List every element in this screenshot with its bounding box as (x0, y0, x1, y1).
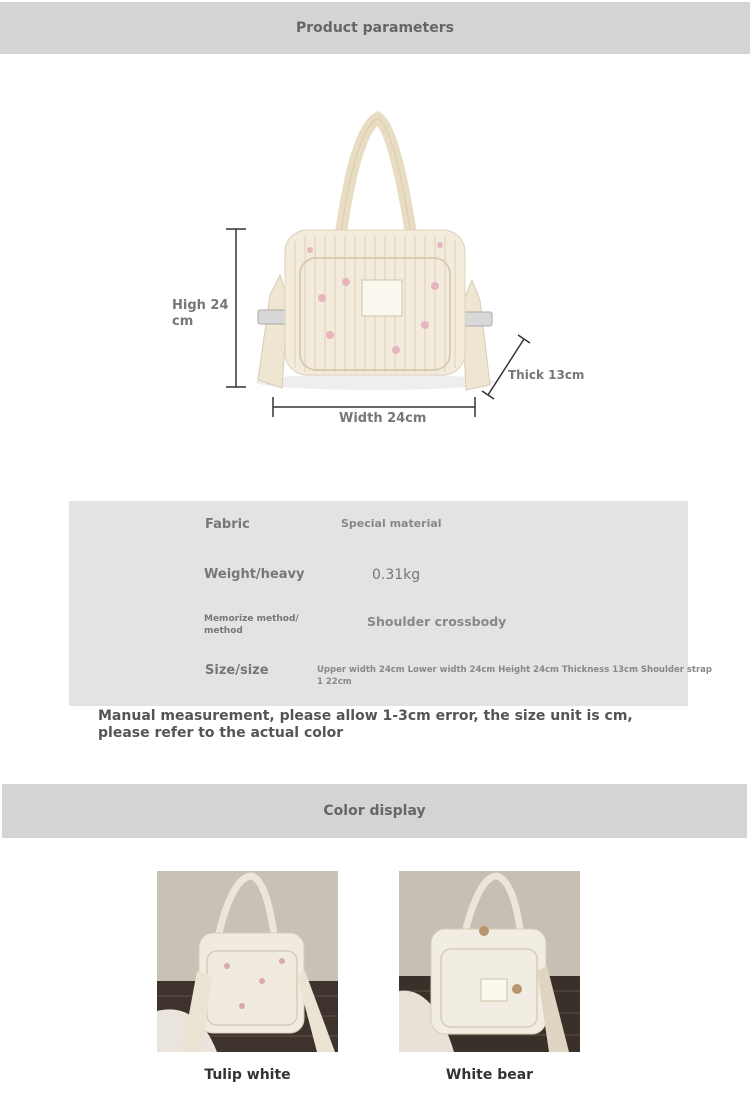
height-label: High 24 cm (172, 298, 229, 329)
color-caption-white-bear: White bear (445, 1067, 534, 1083)
spec-value-fabric: Special material (341, 517, 442, 530)
thickness-label: Thick 13cm (508, 368, 585, 382)
spec-value-size: Upper width 24cm Lower width 24cm Height 24cm Thickness 13cm Shoulder strap 1 22cm (317, 665, 713, 687)
product-parameters-banner (0, 2, 750, 54)
tulip-white-photo[interactable] (157, 871, 338, 1052)
color-caption-tulip-white: Tulip white (204, 1067, 291, 1083)
spec-value-method: Shoulder crossbody (367, 614, 507, 629)
spec-key-fabric: Fabric (205, 517, 250, 532)
white-bear-photo[interactable] (399, 871, 580, 1052)
section-title: Product parameters (296, 20, 454, 36)
measurement-note: Manual measurement, please allow 1-3cm error, the size unit is cm, please refer to the actual color (98, 708, 633, 741)
section-title: Color display (323, 803, 426, 819)
spec-value-weight: 0.31kg (372, 567, 421, 583)
spec-key-method: Memorize method/ method (204, 614, 299, 636)
spec-key-weight: Weight/heavy (204, 567, 305, 582)
spec-key-size: Size/size (205, 663, 269, 678)
color-display-banner (2, 784, 747, 838)
dimension-lines (220, 225, 540, 425)
width-label: Width 24cm (339, 411, 427, 426)
